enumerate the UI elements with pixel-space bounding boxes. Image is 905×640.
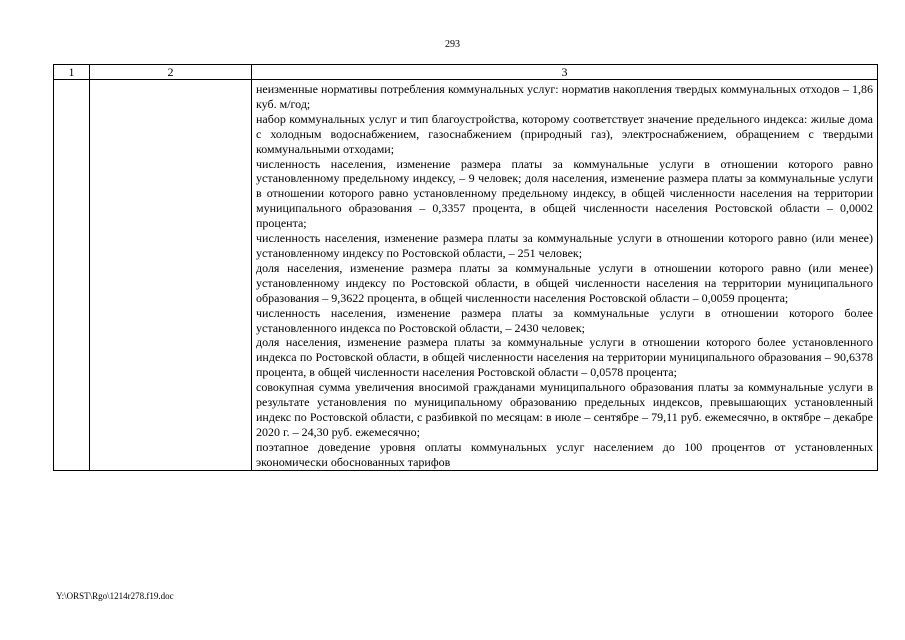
table-header-row	[54, 65, 878, 80]
footer-file-path: Y:\ORST\Rgo\1214r278.f19.doc	[56, 591, 174, 601]
paragraph: численность населения, изменение размера платы за коммунальные услуги в отношении которого равно (или менее) установленному индексу по Ростовской области, – 251 человек;	[256, 231, 873, 260]
table-cell-col1	[54, 80, 90, 471]
paragraph: численность населения, изменение размера платы за коммунальные услуги в отношении которого равно установленному предельному индексу, – 9 человек; доля населения, изменение размера платы за коммунальные услуги в отношении которого равно установленному предельному индексу, в общей численности населения на территории муниципального образования – 0,3357 процента, в общей численности населения Ростовской области – 0,0002 процента;	[256, 156, 873, 231]
table-cell-col2	[90, 80, 252, 471]
document-table	[53, 64, 878, 471]
table-row	[54, 80, 878, 471]
paragraph: неизменные нормативы потребления коммунальных услуг: норматив накопления твердых коммунальных отходов – 1,86 куб. м/год;	[256, 82, 873, 111]
paragraph: набор коммунальных услуг и тип благоустройства, которому соответствует значение предельного индекса: жилые дома с холодным водоснабжением, газоснабжением (природный газ), электроснабжением, обращением с твердыми коммунальными отходами;	[256, 111, 873, 156]
column-header-3: 3	[252, 65, 878, 80]
column-header-2: 2	[90, 65, 252, 80]
paragraph: доля населения, изменение размера платы за коммунальные услуги в отношении которого равно (или менее) установленному индексу по Ростовской области, в общей численности населения на территории муниципального образования – 9,3622 процента, в общей численности населения Ростовской области – 0,0059 процента;	[256, 260, 873, 305]
paragraph: численность населения, изменение размера платы за коммунальные услуги в отношении которого более установленного индекса по Ростовской области, – 2430 человек;	[256, 305, 873, 335]
table-cell-col3	[252, 80, 878, 471]
paragraph: совокупная сумма увеличения вносимой гражданами муниципального образования платы за коммунальные услуги в результате установления по муниципальному образованию предельных индексов, превышающих установленный индекс по Ростовской области, с разбивкой по месяцам: в июле – сентябре – 79,11 руб. ежемесячно, в октябре – декабре 2020 г. – 24,30 руб. ежемесячно;	[256, 380, 873, 439]
page-number: 293	[445, 39, 460, 50]
paragraph: доля населения, изменение размера платы за коммунальные услуги в отношении которого более установленного индекса по Ростовской области, в общей численности населения на территории муниципального образования – 90,6378 процента, в общей численности населения Ростовской области – 0,0578 процента;	[256, 335, 873, 380]
paragraph: поэтапное доведение уровня оплаты коммунальных услуг населением до 100 процентов от установленных экономически обоснованных тарифов	[256, 439, 873, 469]
column-header-1: 1	[54, 65, 90, 80]
